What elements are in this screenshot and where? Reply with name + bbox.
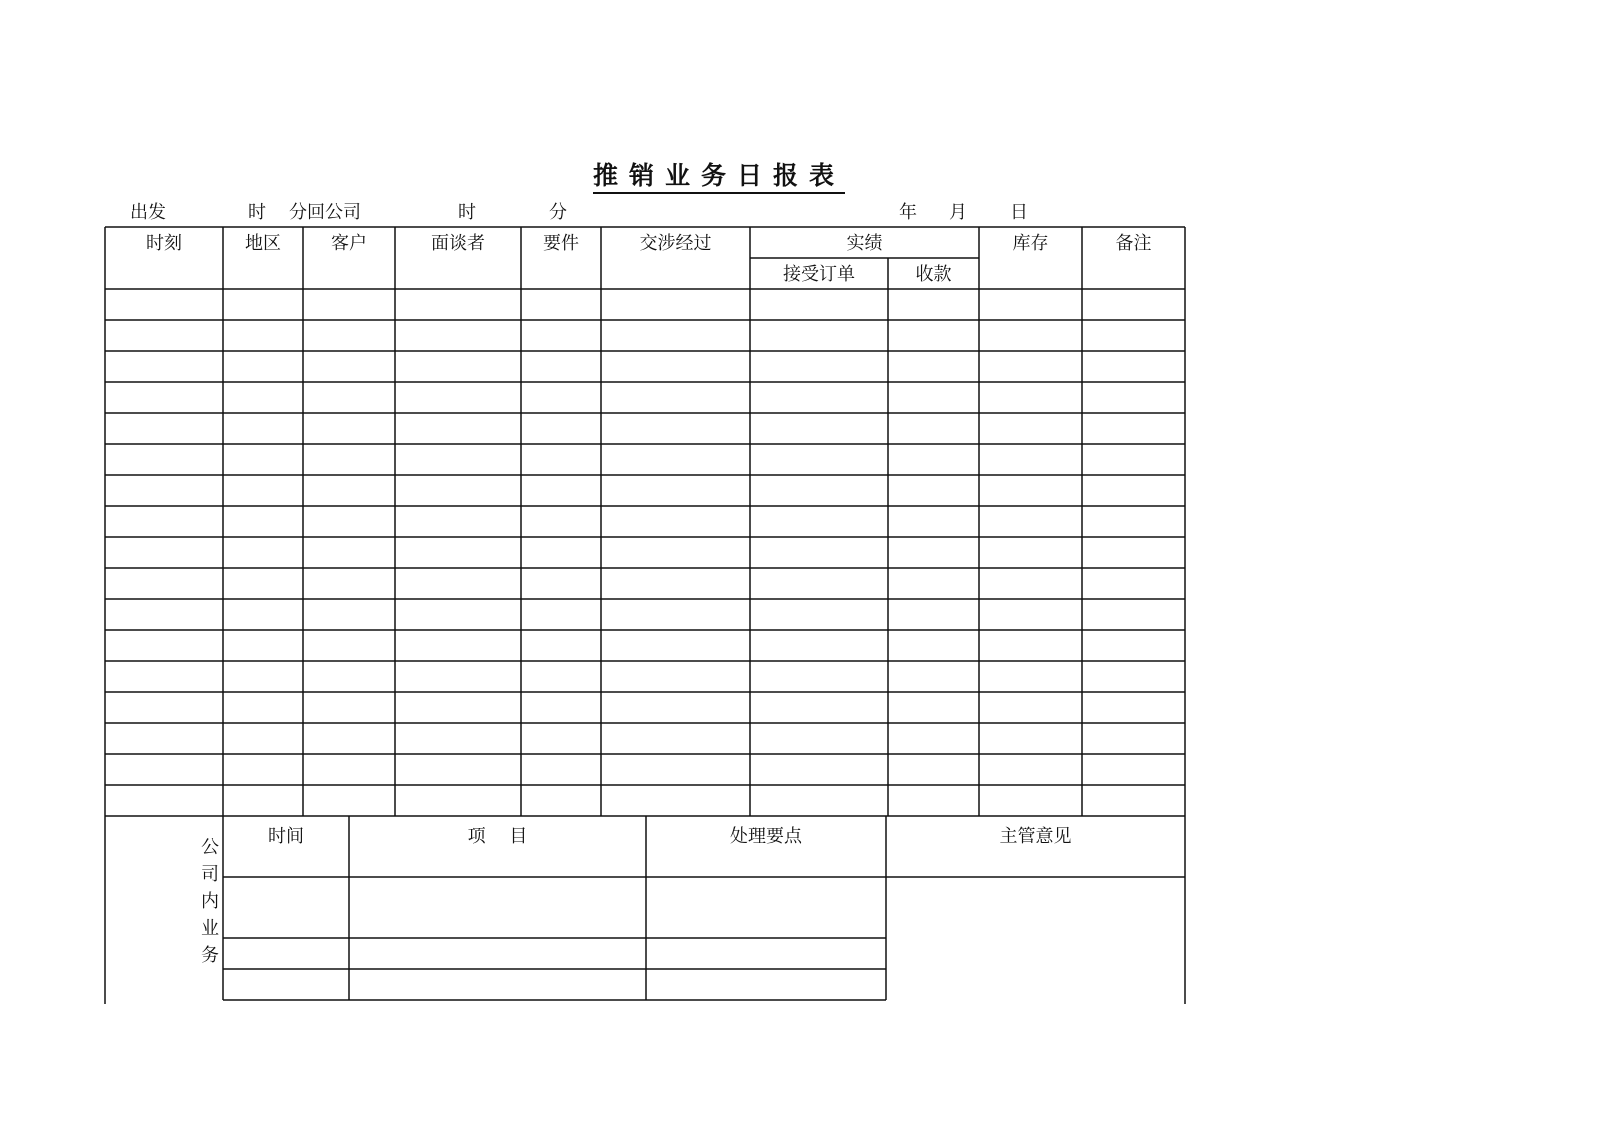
col-customer-header: 客户: [331, 233, 367, 254]
col-negotiation-header: 交涉经过: [639, 233, 712, 254]
month-label: 月: [949, 202, 967, 223]
col-region-header: 地区: [245, 233, 281, 254]
return-minute-label: 分: [549, 202, 567, 223]
col-time-header: 时刻: [146, 233, 182, 254]
col-interviewee-header: 面谈者: [431, 233, 485, 254]
year-label: 年: [899, 202, 917, 223]
col-performance-header: 实绩: [846, 233, 883, 254]
day-label: 日: [1010, 202, 1028, 223]
internal-item-header: 项 目: [467, 826, 528, 847]
internal-keypoints-header: 处理要点: [730, 826, 802, 847]
page-title: 推销业务日报表: [593, 160, 845, 194]
depart-label: 出发: [130, 202, 166, 223]
col-orders-header: 接受订单: [783, 264, 855, 285]
internal-time-header: 时间: [268, 826, 304, 847]
return-hour-label: 时: [458, 202, 476, 223]
internal-supervisor-header: 主管意见: [999, 826, 1072, 847]
col-remarks-header: 备注: [1115, 233, 1152, 254]
depart-hour-label: 时: [248, 202, 266, 223]
col-collection-header: 收款: [915, 264, 952, 285]
col-stock-header: 库存: [1012, 233, 1049, 254]
internal-side-label: 公司内业务: [198, 836, 219, 972]
return-label: 分回公司: [289, 202, 361, 223]
col-matter-header: 要件: [543, 233, 579, 254]
